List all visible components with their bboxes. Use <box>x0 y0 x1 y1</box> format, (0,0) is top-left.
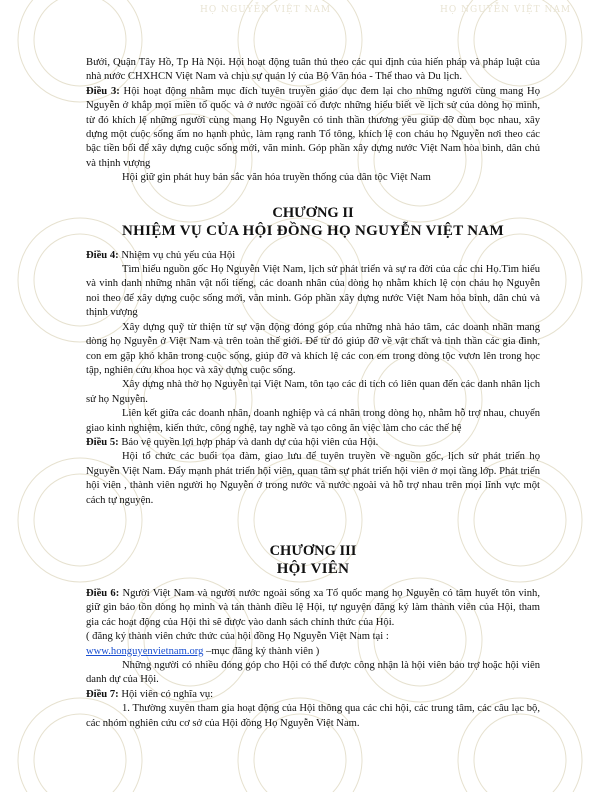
registration-note <box>86 630 540 659</box>
document-page <box>86 56 540 731</box>
duty-paragraph-1: Tìm hiểu nguồn gốc Họ Nguyễn Việt Nam, lịch sử phát triển và sự ra đời của các chi Họ.Tìm hiểu và vinh danh những nhân vật nổi tiếng, các doanh nhân của dòng họ nhằm khích lệ con cháu họ Nguyễn noi theo để xây dựng cuộc sống mới, văn minh. Góp phần xây dựng nước Việt Nam hòa bình, dân chủ và thịnh vượng <box>86 264 540 319</box>
article-6-text: Người Việt Nam và người nước ngoài sống xa Tổ quốc mang họ Nguyễn có tâm huyết tôn vinh, giữ gìn bảo tồn dòng họ mình và tán thành điều lệ Hội, tự nguyện đăng ký làm thành viên của Hội, tham gia các hoạt động của Hội thì sẽ được vào danh sách chính thức của Hội. <box>86 587 540 628</box>
chapter-3-title: HỘI VIÊN <box>276 560 350 577</box>
article-7-label: Điều 7: <box>86 688 119 700</box>
website-link[interactable]: www.honguyenvietnam.org <box>86 645 204 657</box>
intro-address: Bưởi, Quận Tây Hồ, Tp Hà Nội. Hội hoạt động tuân thủ theo các qui định của hiến pháp và pháp luật của nhà nước CHXHCN Việt Nam và chịu sự quản lý của Bộ Văn hóa - Thể thao và Du lịch. <box>86 57 540 83</box>
article-5-label: Điều 5: <box>86 436 119 448</box>
duty-paragraph-4: Liên kết giữa các doanh nhân, doanh nghiệp và cá nhân trong dòng họ, nhằm hỗ trợ nhau, chuyển giao kinh nghiệm, kiến thức, công nghệ, tay nghề và tạo công ăn việc làm cho các thế hệ <box>86 408 540 434</box>
article-7-text: Hội viên có nghĩa vụ: <box>118 688 214 700</box>
chapter-2-number: CHƯƠNG II <box>272 204 354 221</box>
watermark-text: HỌ NGUYỄN VIỆT NAM <box>200 5 332 15</box>
article-5-text: Bảo vệ quyền lợi hợp pháp và danh dự của hội viên của Hội. <box>118 436 379 448</box>
registration-prefix: ( đăng ký thành viên chức thức của hội đồng Họ Nguyễn Việt Nam tại : <box>86 631 389 643</box>
article-6 <box>86 587 540 630</box>
chapter-3-number: CHƯƠNG III <box>269 542 357 559</box>
article-4-label: Điều 4: <box>86 249 119 261</box>
article-5 <box>86 436 540 450</box>
chapter-2-title: NHIỆM VỤ CỦA HỘI ĐỒNG HỌ NGUYỄN VIỆT NAM <box>121 222 505 239</box>
duty-paragraph-5: Hội tổ chức các buổi tọa đàm, giao lưu để tuyên truyền về nguồn gốc, lịch sử phát triển họ Nguyễn Việt Nam. Đẩy mạnh phát triển hội viên, quan tâm sự phát triển hội viên ở mọi tầng lớp. Phát triển hội viên , thành viên người họ Nguyễn ở trong nước và nước ngoài và hỗ trợ nhau trên mọi lĩnh vực một cách tự nguyện. <box>86 451 540 506</box>
culture-statement: Hội giữ gìn phát huy bản sắc văn hóa truyền thống của dân tộc Việt Nam <box>122 172 431 184</box>
article-3-text: Hội hoạt động nhằm mục đích tuyên truyền giáo dục đem lại cho những người cùng mang Họ Nguyễn ở khắp mọi miền tổ quốc và ở nước ngoài có được những hiểu biết về lịch sử của dòng họ mình, từ đó khích lệ những người cùng mang Họ Nguyễn có tinh thần thương yêu giúp đỡ đùm bọc nhau, xây dựng một cuộc sống ấm no hạnh phúc, làm rạng ranh Tổ tông, khích lệ con cháu họ Nguyễn nơi theo các bậc tiền bối để xây dựng cuộc sống mới, văn minh. Góp phần xây dựng nước Việt Nam hòa bình, dân chủ và thịnh vượng <box>86 85 540 169</box>
registration-suffix: –mục đăng ký thành viên ) <box>203 645 320 657</box>
article-3-label: Điều 3: <box>86 85 120 97</box>
watermark-text: HỌ NGUYỄN VIỆT NAM <box>440 5 572 15</box>
member-duty-1: 1. Thường xuyên tham gia hoạt động của Hội thông qua các chi hội, các trung tâm, các câu lạc bộ, các nhóm nghiên cứu cơ sở của Hội đồng Họ Nguyễn Việt Nam. <box>86 703 540 729</box>
article-6-label: Điều 6: <box>86 587 120 599</box>
article-3 <box>86 85 540 171</box>
article-4-text: Nhiệm vụ chủ yếu của Hội <box>118 249 236 261</box>
duty-paragraph-2: Xây dựng quỹ từ thiện từ sự vận động đóng góp của những nhà hảo tâm, các doanh nhân mang dòng họ Nguyễn ở Việt Nam và trên toàn thế giới. Để từ đó giúp đỡ về vật chất và tinh thần các gia đình, con em gặp khó khăn trong cuộc sống, giúp đỡ và khích lệ các con em trong dòng tộc vươn lên trong học tập, nghiên cứu khoa học và xây dựng cuộc sống. <box>86 321 540 376</box>
honorary-member-note: Những người có nhiều đóng góp cho Hội có thể được công nhận là hội viên bảo trợ hoặc hội viên danh dự của Hội. <box>86 660 540 686</box>
article-4 <box>86 249 540 263</box>
duty-paragraph-3: Xây dựng nhà thờ họ Nguyễn tại Việt Nam, tôn tạo các di tích có liên quan đến các danh nhân lịch sử họ Nguyễn. <box>86 379 540 405</box>
article-7 <box>86 688 540 702</box>
